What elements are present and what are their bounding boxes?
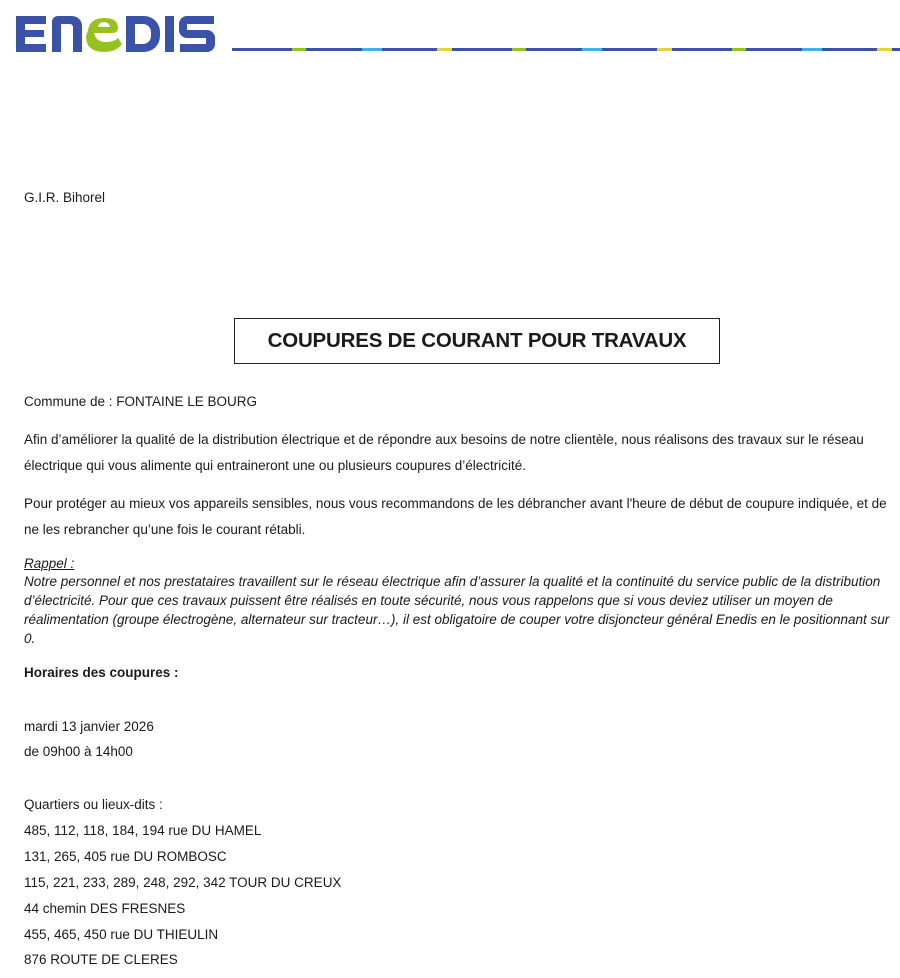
enedis-logo xyxy=(14,8,224,58)
list-item: 131, 265, 405 rue DU ROMBOSC xyxy=(24,848,227,864)
sender: G.I.R. Bihorel xyxy=(24,190,106,205)
list-item: 485, 112, 118, 184, 194 rue DU HAMEL xyxy=(24,822,262,838)
schedule xyxy=(24,714,154,764)
schedule-time: de 09h00 à 14h00 xyxy=(24,744,133,759)
quartiers-heading: Quartiers ou lieux-dits : xyxy=(24,797,163,812)
commune: Commune de : FONTAINE LE BOURG xyxy=(24,394,258,409)
quartiers-list xyxy=(24,792,341,973)
list-item: 455, 465, 450 rue DU THIEULIN xyxy=(24,926,219,942)
list-item: 115, 221, 233, 289, 248, 292, 342 TOUR DU CREUX xyxy=(24,874,342,890)
list-item: 44 chemin DES FRESNES xyxy=(24,900,186,916)
rappel-heading xyxy=(24,556,74,571)
header-divider xyxy=(232,48,900,51)
rappel-label: Rappel xyxy=(24,556,67,571)
rappel-text: Notre personnel et nos prestataires travaillent sur le réseau électrique afin d’assurer la qualité et la continuité du service public de la distribution d’électricité. Pour que ces travaux puissent être réalisés en toute sécurité, nous vous rappelons que si vous deviez utiliser un moyen de réalimentation (groupe électrogène, alternateur sur tracteur…), il est obligatoire de couper votre disjoncteur général Enedis en le positionnant sur 0. xyxy=(24,574,890,646)
list-item: 876 ROUTE DE CLERES xyxy=(24,952,178,968)
paragraph-advice: Pour protéger au mieux vos appareils sensibles, nous vous recommandons de les débrancher avant l'heure de début de coupure indiquée, et de ne les rebrancher qu’une fois le courant rétabli. xyxy=(24,496,887,537)
paragraph-intro: Afin d’améliorer la qualité de la distribution électrique et de répondre aux besoins de notre clientèle, nous réalisons des travaux sur le réseau électrique qui vous alimente qui entraineront une ou plusieurs coupures d’électricité. xyxy=(24,432,864,473)
schedule-date: mardi 13 janvier 2026 xyxy=(24,719,154,734)
horaires-heading: Horaires des coupures : xyxy=(24,665,179,680)
page-title: COUPURES DE COURANT POUR TRAVAUX xyxy=(234,318,720,364)
rappel-colon: : xyxy=(66,556,75,571)
